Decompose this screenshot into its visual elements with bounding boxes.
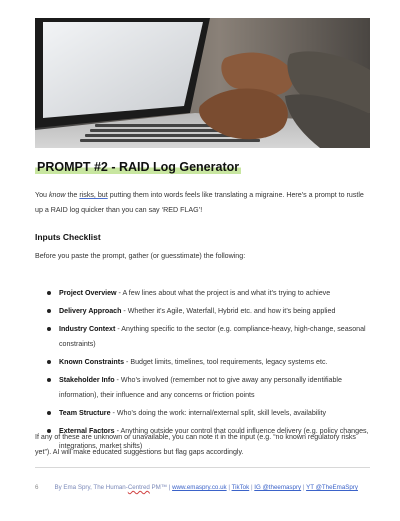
checklist-item xyxy=(35,355,370,370)
checklist-term: Stakeholder Info xyxy=(59,376,115,384)
checklist-desc: - Who’s involved (remember not to give away any personally identifiable information), their influence and any concerns or friction points xyxy=(59,376,342,399)
intro-emphasis: know xyxy=(48,191,66,199)
tiktok-link[interactable]: TikTok xyxy=(231,484,250,491)
footer-byline-centred: Centred xyxy=(127,484,150,491)
checklist-item xyxy=(35,304,370,319)
title-highlight: PROMPT #2 - RAID Log Generator xyxy=(37,160,240,174)
footer-byline: By Ema Spry, The Human- xyxy=(54,484,128,491)
inputs-checklist xyxy=(35,286,370,454)
page-number: 6 xyxy=(35,484,39,491)
checklist-desc: - Who’s doing the work: internal/external split, skill levels, availability xyxy=(110,409,327,417)
checklist-term: Project Overview xyxy=(59,289,117,297)
intro-text-2: the xyxy=(65,191,80,199)
footer-separator: | xyxy=(226,484,232,491)
laptop-typing-photo xyxy=(35,18,370,148)
checklist-term: Known Constraints xyxy=(59,358,125,366)
checklist-desc: - Budget limits, timelines, tool requirements, legacy systems etc. xyxy=(124,358,328,366)
footer-byline-end: PM™ | xyxy=(149,484,173,491)
closing-paragraph: If any of these are unknown or unavailable, you can note it in the input (e.g. “no known regulatory risks yet”). AI will make educated suggestions but flag gaps accordingly. xyxy=(35,433,356,456)
checklist-term: Delivery Approach xyxy=(59,307,122,315)
checklist-term: Industry Context xyxy=(59,325,116,333)
page-title xyxy=(35,160,241,174)
page-footer xyxy=(35,484,370,491)
footer-separator: | xyxy=(249,484,255,491)
checklist-desc: - Whether it’s Agile, Waterfall, Hybrid etc. and how it’s being applied xyxy=(121,307,336,315)
intro-text-1: You xyxy=(35,191,49,199)
intro-text-3: putting them into words feels like translating a migraine. Here’s a prompt to rustle up a RAID log quicker than you can say ‘RED FLAG’! xyxy=(35,191,364,214)
intro-underlined: risks, but xyxy=(79,191,108,199)
checklist-desc: - Anything specific to the sector (e.g. compliance-heavy, high-change, seasonal constraints) xyxy=(59,325,366,348)
footer-separator: | xyxy=(301,484,307,491)
checklist-desc: - A few lines about what the project is and what it’s trying to achieve xyxy=(116,289,331,297)
checklist-desc: - Anything outside your control that could influence delivery (e.g. policy changes, integrations, market shifts) xyxy=(59,427,369,450)
checklist-item xyxy=(35,286,370,301)
footer-divider xyxy=(35,467,370,468)
inputs-intro: Before you paste the prompt, gather (or guesstimate) the following: xyxy=(35,252,246,260)
checklist-term: External Factors xyxy=(59,427,115,435)
checklist-item xyxy=(35,373,370,403)
checklist-item xyxy=(35,406,370,421)
website-link[interactable]: www.emaspry.co.uk xyxy=(172,484,227,491)
intro-paragraph xyxy=(35,188,370,218)
youtube-link[interactable]: YT @TheEmaSpry xyxy=(306,484,358,491)
instagram-link[interactable]: IG @theemaspry xyxy=(254,484,302,491)
checklist-term: Team Structure xyxy=(59,409,111,417)
inputs-heading: Inputs Checklist xyxy=(35,232,101,242)
checklist-item xyxy=(35,322,370,352)
